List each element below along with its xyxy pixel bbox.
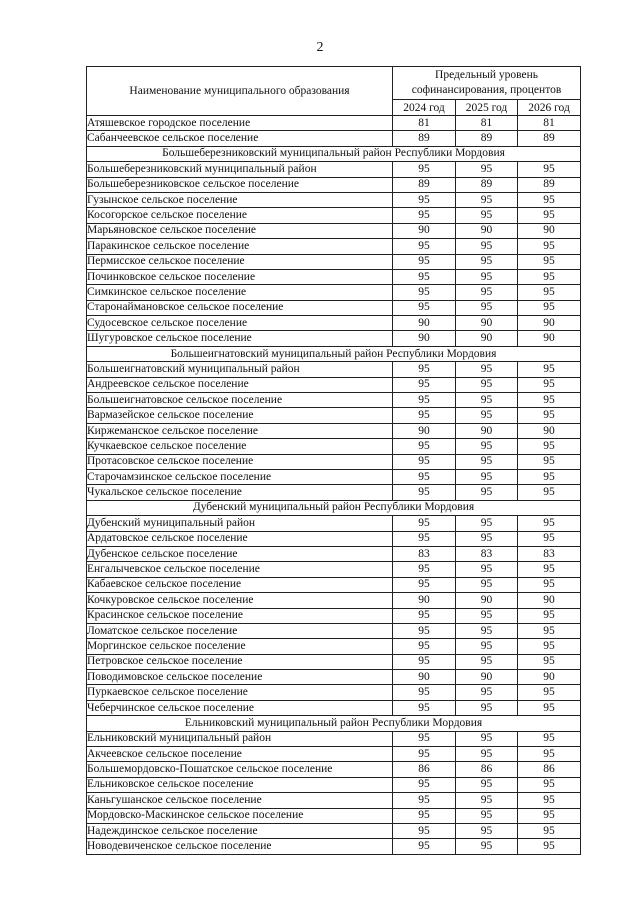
value-2026: 89 [518, 177, 581, 192]
header-year-2024: 2024 год [393, 100, 456, 116]
table-row [87, 777, 581, 792]
value-2025: 95 [456, 623, 518, 638]
value-2025: 95 [456, 700, 518, 715]
value-2024: 95 [393, 731, 456, 746]
value-2025: 95 [456, 747, 518, 762]
municipality-name: Новодевиченское сельское поселение [87, 839, 393, 854]
value-2025: 95 [456, 300, 518, 315]
value-2026: 95 [518, 823, 581, 838]
value-2024: 95 [393, 393, 456, 408]
value-2025: 95 [456, 162, 518, 177]
value-2024: 95 [393, 562, 456, 577]
municipality-name: Пуркаевское сельское поселение [87, 685, 393, 700]
municipality-name: Старонаймановское сельское поселение [87, 300, 393, 315]
municipality-name: Симкинское сельское поселение [87, 285, 393, 300]
municipality-name: Чеберчинское сельское поселение [87, 700, 393, 715]
table-row [87, 639, 581, 654]
municipality-name: Большемордовско-Пошатское сельское поселение [87, 762, 393, 777]
table-row [87, 131, 581, 146]
municipality-name: Петровское сельское поселение [87, 654, 393, 669]
value-2024: 95 [393, 577, 456, 592]
table-row [87, 654, 581, 669]
table-row [87, 485, 581, 500]
table-row [87, 700, 581, 715]
value-2026: 90 [518, 331, 581, 346]
district-header-row [87, 146, 581, 161]
value-2026: 89 [518, 131, 581, 146]
table-body [87, 116, 581, 855]
value-2024: 81 [393, 116, 456, 131]
municipality-name: Ельниковское сельское поселение [87, 777, 393, 792]
table-row [87, 439, 581, 454]
table-row [87, 685, 581, 700]
table-row [87, 423, 581, 438]
value-2025: 89 [456, 177, 518, 192]
municipality-name: Енгалычевское сельское поселение [87, 562, 393, 577]
table-row [87, 162, 581, 177]
municipality-name: Дубенское сельское поселение [87, 546, 393, 561]
value-2024: 95 [393, 777, 456, 792]
value-2024: 95 [393, 300, 456, 315]
table-row [87, 316, 581, 331]
value-2025: 95 [456, 454, 518, 469]
value-2024: 95 [393, 162, 456, 177]
value-2024: 95 [393, 839, 456, 854]
value-2025: 90 [456, 670, 518, 685]
municipality-name: Красинское сельское поселение [87, 608, 393, 623]
value-2025: 90 [456, 593, 518, 608]
table-row [87, 408, 581, 423]
municipality-name: Поводимовское сельское поселение [87, 670, 393, 685]
value-2026: 95 [518, 839, 581, 854]
value-2025: 95 [456, 516, 518, 531]
value-2025: 95 [456, 731, 518, 746]
value-2025: 95 [456, 485, 518, 500]
value-2025: 95 [456, 531, 518, 546]
district-name: Ельниковский муниципальный район Республики Мордовия [87, 716, 581, 731]
value-2025: 95 [456, 208, 518, 223]
district-header-row [87, 716, 581, 731]
municipality-name: Кучкаевское сельское поселение [87, 439, 393, 454]
table-row [87, 562, 581, 577]
header-municipality-name: Наименование муниципального образования [87, 67, 393, 116]
table-row [87, 546, 581, 561]
value-2026: 95 [518, 731, 581, 746]
value-2026: 95 [518, 208, 581, 223]
value-2026: 95 [518, 654, 581, 669]
value-2024: 86 [393, 762, 456, 777]
value-2026: 95 [518, 192, 581, 207]
value-2024: 95 [393, 239, 456, 254]
value-2024: 90 [393, 316, 456, 331]
value-2024: 95 [393, 608, 456, 623]
value-2025: 90 [456, 223, 518, 238]
table-row [87, 823, 581, 838]
municipality-name: Акчеевское сельское поселение [87, 747, 393, 762]
table-row [87, 623, 581, 638]
value-2025: 95 [456, 608, 518, 623]
value-2026: 95 [518, 469, 581, 484]
table-row [87, 177, 581, 192]
district-name: Дубенский муниципальный район Республики Мордовия [87, 500, 581, 515]
value-2025: 95 [456, 377, 518, 392]
value-2026: 95 [518, 777, 581, 792]
value-2026: 95 [518, 531, 581, 546]
table-row [87, 331, 581, 346]
table-row [87, 762, 581, 777]
value-2026: 95 [518, 608, 581, 623]
value-2024: 90 [393, 331, 456, 346]
value-2024: 95 [393, 747, 456, 762]
value-2024: 95 [393, 285, 456, 300]
municipality-name: Паракинское сельское поселение [87, 239, 393, 254]
value-2025: 95 [456, 362, 518, 377]
table-row [87, 300, 581, 315]
value-2026: 90 [518, 223, 581, 238]
municipality-name: Каньгушанское сельское поселение [87, 793, 393, 808]
municipality-name: Вармазейское сельское поселение [87, 408, 393, 423]
value-2026: 95 [518, 623, 581, 638]
municipality-name: Старочамзинское сельское поселение [87, 469, 393, 484]
value-2025: 95 [456, 254, 518, 269]
value-2025: 90 [456, 331, 518, 346]
value-2025: 95 [456, 192, 518, 207]
municipality-name: Чукальское сельское поселение [87, 485, 393, 500]
value-2024: 90 [393, 670, 456, 685]
value-2026: 81 [518, 116, 581, 131]
value-2024: 95 [393, 793, 456, 808]
value-2024: 89 [393, 131, 456, 146]
municipality-name: Гузынское сельское поселение [87, 192, 393, 207]
value-2025: 95 [456, 239, 518, 254]
municipality-name: Ельниковский муниципальный район [87, 731, 393, 746]
value-2024: 95 [393, 439, 456, 454]
value-2024: 95 [393, 254, 456, 269]
table-row [87, 116, 581, 131]
value-2025: 95 [456, 685, 518, 700]
value-2026: 83 [518, 546, 581, 561]
municipality-name: Моргинское сельское поселение [87, 639, 393, 654]
value-2024: 95 [393, 485, 456, 500]
value-2026: 95 [518, 454, 581, 469]
value-2025: 83 [456, 546, 518, 561]
value-2024: 90 [393, 423, 456, 438]
table-row [87, 393, 581, 408]
municipality-name: Ломатское сельское поселение [87, 623, 393, 638]
municipality-name: Атяшевское городское поселение [87, 116, 393, 131]
cofinancing-table [86, 66, 581, 855]
value-2024: 95 [393, 531, 456, 546]
value-2026: 90 [518, 423, 581, 438]
value-2024: 95 [393, 454, 456, 469]
value-2026: 90 [518, 593, 581, 608]
value-2026: 95 [518, 362, 581, 377]
municipality-name: Дубенский муниципальный район [87, 516, 393, 531]
municipality-name: Ардатовское сельское поселение [87, 531, 393, 546]
value-2026: 95 [518, 377, 581, 392]
value-2026: 95 [518, 808, 581, 823]
value-2025: 95 [456, 408, 518, 423]
value-2024: 95 [393, 192, 456, 207]
value-2024: 95 [393, 362, 456, 377]
table-row [87, 531, 581, 546]
district-name: Большеигнатовский муниципальный район Республики Мордовия [87, 346, 581, 361]
municipality-name: Кабаевское сельское поселение [87, 577, 393, 592]
value-2026: 95 [518, 239, 581, 254]
table-row [87, 608, 581, 623]
municipality-name: Сабанчеевское сельское поселение [87, 131, 393, 146]
municipality-name: Косогорское сельское поселение [87, 208, 393, 223]
value-2026: 95 [518, 747, 581, 762]
value-2026: 95 [518, 162, 581, 177]
value-2024: 95 [393, 700, 456, 715]
municipality-name: Мордовско-Маскинское сельское поселение [87, 808, 393, 823]
value-2025: 95 [456, 469, 518, 484]
municipality-name: Надеждинское сельское поселение [87, 823, 393, 838]
value-2024: 95 [393, 623, 456, 638]
value-2025: 95 [456, 439, 518, 454]
header-year-2025: 2025 год [456, 100, 518, 116]
value-2026: 95 [518, 685, 581, 700]
table-row [87, 747, 581, 762]
value-2025: 95 [456, 639, 518, 654]
table-row [87, 454, 581, 469]
value-2026: 95 [518, 516, 581, 531]
value-2026: 95 [518, 269, 581, 284]
value-2024: 95 [393, 208, 456, 223]
header-year-2026: 2026 год [518, 100, 581, 116]
value-2024: 89 [393, 177, 456, 192]
value-2025: 95 [456, 285, 518, 300]
value-2025: 81 [456, 116, 518, 131]
municipality-name: Большеигнатовское сельское поселение [87, 393, 393, 408]
municipality-name: Судосевское сельское поселение [87, 316, 393, 331]
table-row [87, 808, 581, 823]
value-2025: 95 [456, 269, 518, 284]
value-2024: 95 [393, 377, 456, 392]
table-row [87, 469, 581, 484]
value-2024: 95 [393, 639, 456, 654]
value-2024: 95 [393, 469, 456, 484]
district-name: Большеберезниковский муниципальный район Республики Мордовия [87, 146, 581, 161]
table-row [87, 254, 581, 269]
header-cofinancing-level: Предельный уровень софинансирования, процентов [393, 67, 581, 100]
municipality-name: Андреевское сельское поселение [87, 377, 393, 392]
value-2024: 95 [393, 654, 456, 669]
value-2026: 90 [518, 670, 581, 685]
value-2024: 95 [393, 808, 456, 823]
municipality-name: Марьяновское сельское поселение [87, 223, 393, 238]
value-2025: 95 [456, 577, 518, 592]
value-2025: 95 [456, 823, 518, 838]
value-2026: 95 [518, 562, 581, 577]
municipality-name: Протасовское сельское поселение [87, 454, 393, 469]
table-row [87, 670, 581, 685]
table-row [87, 362, 581, 377]
value-2025: 89 [456, 131, 518, 146]
municipality-name: Большеберезниковское сельское поселение [87, 177, 393, 192]
municipality-name: Большеберезниковский муниципальный район [87, 162, 393, 177]
table-row [87, 208, 581, 223]
municipality-name: Большеигнатовский муниципальный район [87, 362, 393, 377]
table-row [87, 731, 581, 746]
value-2026: 95 [518, 300, 581, 315]
value-2026: 86 [518, 762, 581, 777]
table-row [87, 593, 581, 608]
value-2026: 95 [518, 639, 581, 654]
value-2025: 90 [456, 316, 518, 331]
value-2024: 90 [393, 223, 456, 238]
value-2024: 95 [393, 685, 456, 700]
value-2025: 95 [456, 793, 518, 808]
municipality-name: Починковское сельское поселение [87, 269, 393, 284]
district-header-row [87, 346, 581, 361]
table-row [87, 793, 581, 808]
table-row [87, 377, 581, 392]
table-row [87, 577, 581, 592]
municipality-name: Кочкуровское сельское поселение [87, 593, 393, 608]
value-2024: 90 [393, 593, 456, 608]
value-2024: 95 [393, 408, 456, 423]
table-row [87, 516, 581, 531]
value-2026: 90 [518, 316, 581, 331]
municipality-name: Киржеманское сельское поселение [87, 423, 393, 438]
value-2026: 95 [518, 439, 581, 454]
value-2026: 95 [518, 577, 581, 592]
table-row [87, 269, 581, 284]
value-2025: 90 [456, 423, 518, 438]
table-row [87, 239, 581, 254]
value-2025: 95 [456, 777, 518, 792]
value-2024: 95 [393, 269, 456, 284]
value-2026: 95 [518, 700, 581, 715]
value-2025: 95 [456, 562, 518, 577]
municipality-name: Шугуровское сельское поселение [87, 331, 393, 346]
table-row [87, 839, 581, 854]
value-2025: 95 [456, 654, 518, 669]
value-2024: 95 [393, 516, 456, 531]
district-header-row [87, 500, 581, 515]
table-row [87, 223, 581, 238]
value-2025: 95 [456, 808, 518, 823]
municipality-name: Пермисское сельское поселение [87, 254, 393, 269]
value-2025: 86 [456, 762, 518, 777]
value-2025: 95 [456, 393, 518, 408]
value-2026: 95 [518, 254, 581, 269]
value-2024: 95 [393, 823, 456, 838]
value-2025: 95 [456, 839, 518, 854]
value-2026: 95 [518, 408, 581, 423]
value-2026: 95 [518, 793, 581, 808]
value-2026: 95 [518, 485, 581, 500]
value-2026: 95 [518, 393, 581, 408]
value-2024: 83 [393, 546, 456, 561]
table-row [87, 285, 581, 300]
value-2026: 95 [518, 285, 581, 300]
table-header [87, 67, 581, 116]
table-row [87, 192, 581, 207]
page-number: 2 [316, 40, 324, 55]
